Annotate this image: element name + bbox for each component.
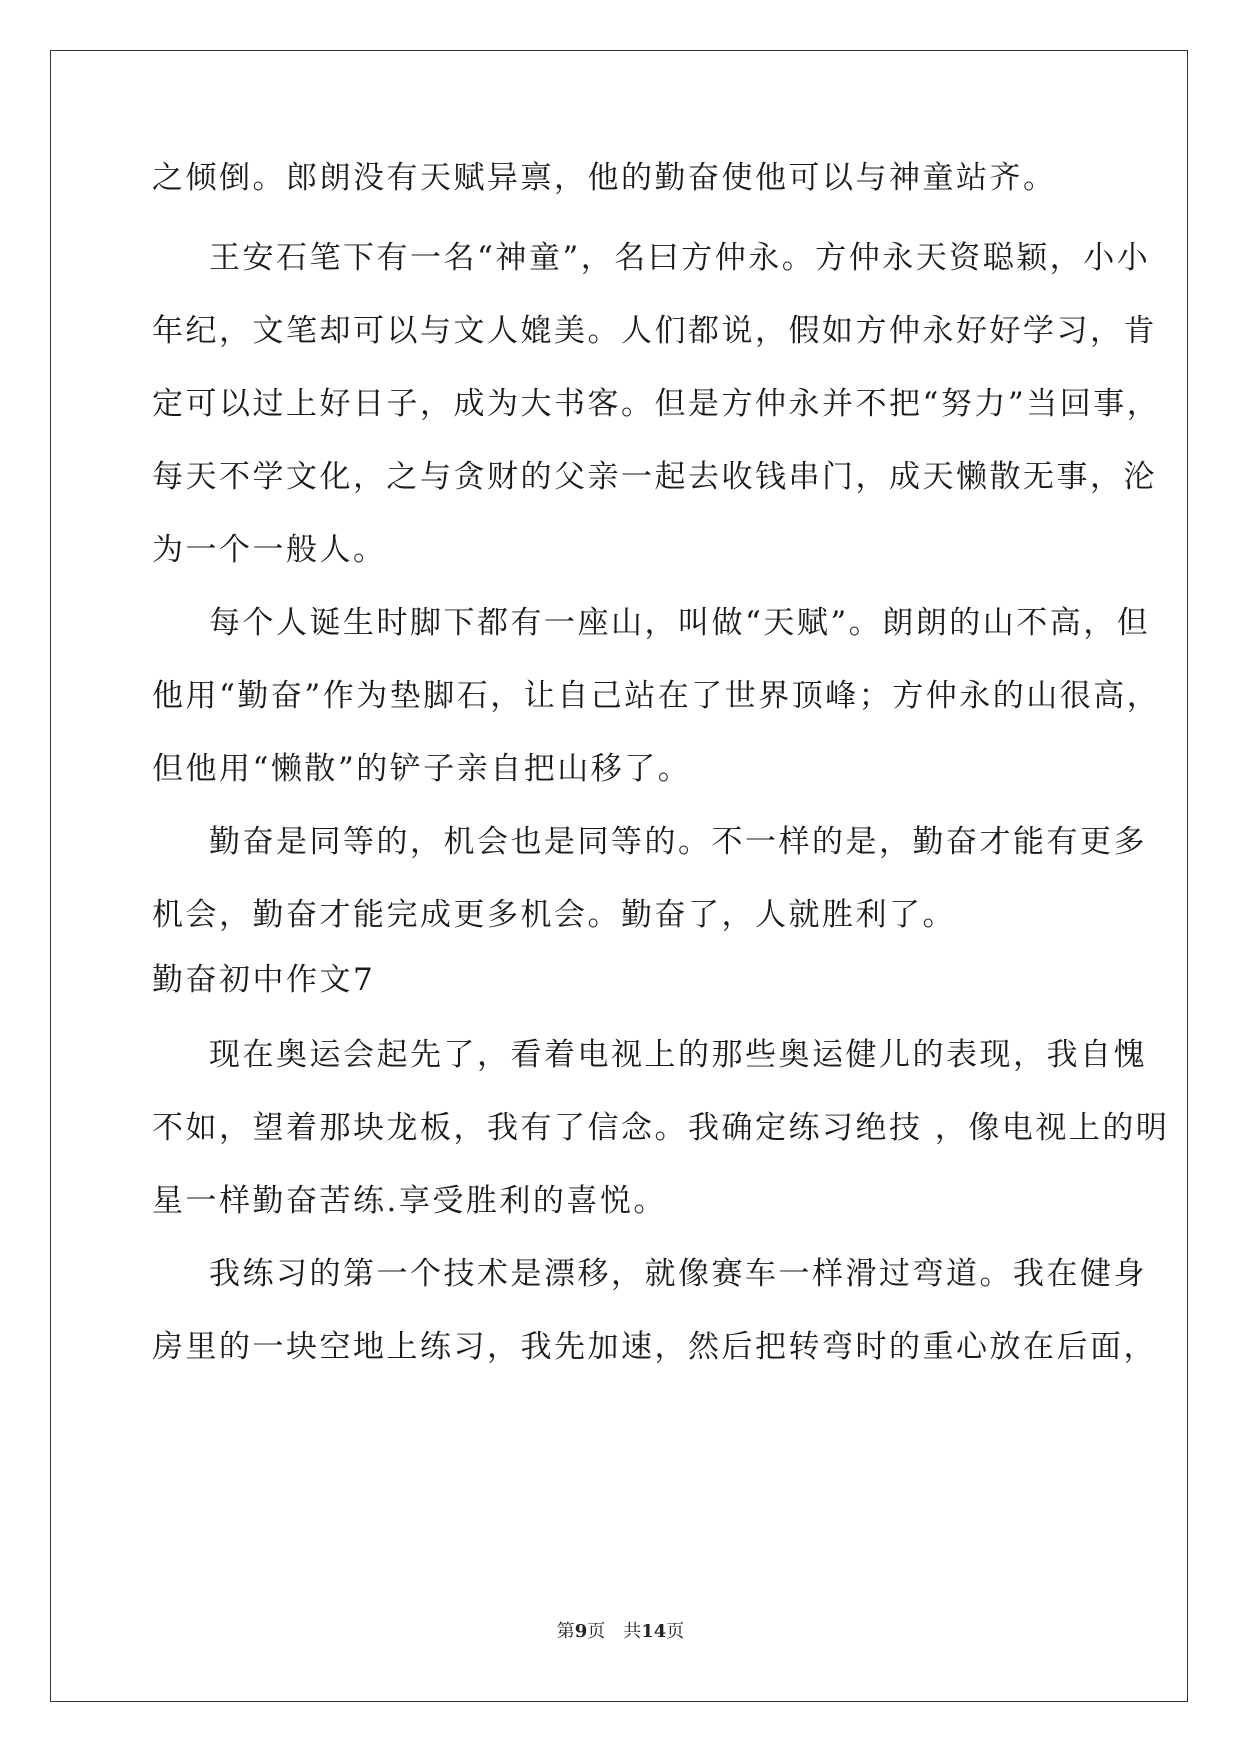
page-footer (0, 1617, 1241, 1643)
text-line: 房里的一块空地上练习，我先加速，然后把转弯时的重心放在后面， (152, 1329, 1157, 1365)
footer-prefix: 第 (556, 1621, 575, 1642)
section-heading: 勤奋初中作文7 (152, 962, 376, 998)
current-page-number: 9 (574, 1621, 588, 1642)
text-line: 机会，勤奋才能完成更多机会。勤奋了，人就胜利了。 (152, 897, 956, 933)
text-line: 但他用“懒散”的铲子亲自把山移了。 (152, 751, 692, 787)
footer-mid: 页 共 (587, 1621, 642, 1642)
total-pages-number: 14 (641, 1621, 667, 1642)
footer-suffix: 页 (666, 1621, 685, 1642)
text-line: 为一个一般人。 (152, 532, 387, 568)
text-line: 定可以过上好日子，成为大书客。但是方仲永并不把“努力”当回事， (152, 386, 1161, 422)
text-line: 每天不学文化，之与贪财的父亲一起去收钱串门，成天懒散无事，沦 (152, 459, 1157, 495)
text-line: 年纪，文笔却可以与文人媲美。人们都说，假如方仲永好好学习，肯 (152, 313, 1157, 349)
text-line: 他用“勤奋”作为垫脚石，让自己站在了世界顶峰；方仲永的山很高， (152, 678, 1161, 714)
page-border (50, 50, 1188, 1702)
paragraph-first-line: 王安石笔下有一名“神童”，名曰方仲永。方仲永天资聪颖，小小 (209, 240, 1151, 276)
text-line: 星一样勤奋苦练.享受胜利的喜悦。 (152, 1183, 667, 1219)
text-line: 之倾倒。郎朗没有天赋异禀，他的勤奋使他可以与神童站齐。 (152, 160, 1057, 196)
paragraph-first-line: 勤奋是同等的，机会也是同等的。不一样的是，勤奋才能有更多 (209, 824, 1147, 860)
paragraph-first-line: 现在奥运会起先了，看着电视上的那些奥运健儿的表现，我自愧 (209, 1037, 1147, 1073)
paragraph-first-line: 我练习的第一个技术是漂移，就像赛车一样滑过弯道。我在健身 (209, 1256, 1147, 1292)
text-line: 不如，望着那块龙板，我有了信念。我确定练习绝技 ，像电视上的明 (152, 1110, 1170, 1146)
paragraph-first-line: 每个人诞生时脚下都有一座山，叫做“天赋”。朗朗的山不高，但 (209, 605, 1151, 641)
